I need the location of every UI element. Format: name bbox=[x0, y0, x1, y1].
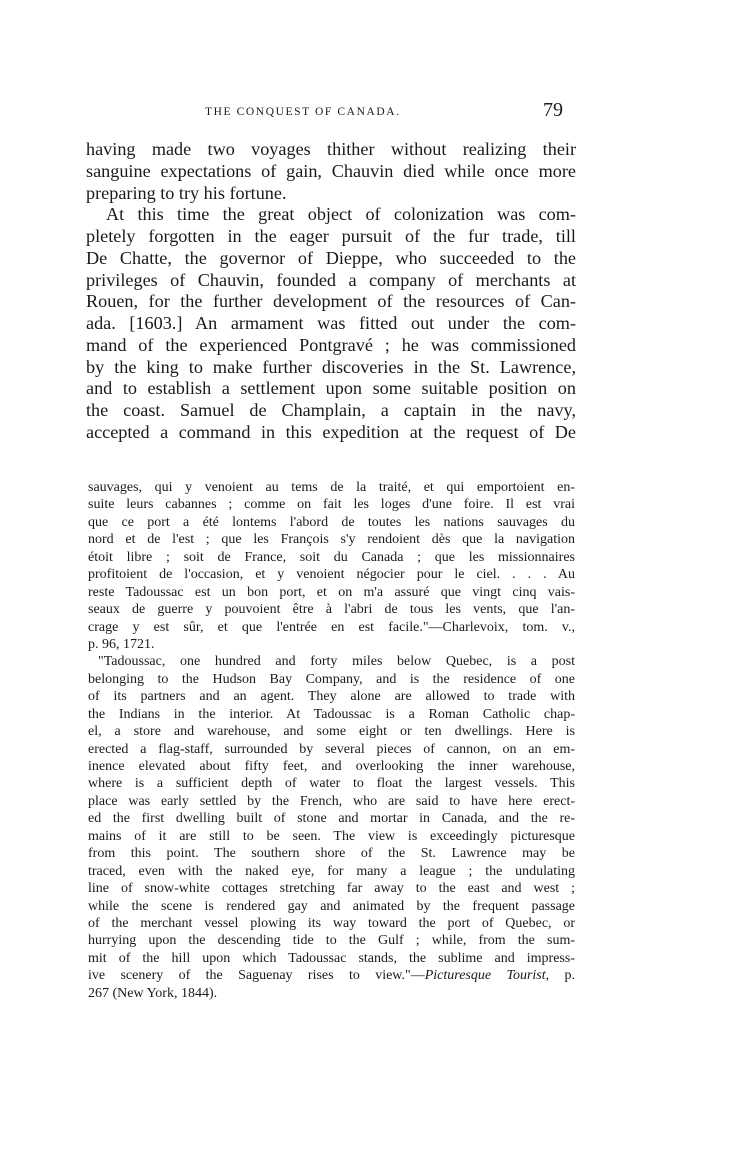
citation-prefix: ive scenery of the Saguenay rises to view."— bbox=[88, 968, 425, 984]
footnote-line: sauvages, qui y venoient au tems de la traité, et qui emportoient en- bbox=[88, 480, 575, 495]
footnote-line: of its partners and an agent. They alone are allowed to trade with bbox=[88, 689, 575, 705]
footnote-line: from this point. The southern shore of the St. Lawrence may be bbox=[88, 846, 575, 862]
footnote-line: el, a store and warehouse, and some eight or ten dwellings. Here is bbox=[88, 724, 575, 740]
page-number: 79 bbox=[543, 99, 563, 121]
footnote-line: hurrying upon the descending tide to the Gulf ; while, from the sum- bbox=[88, 933, 575, 949]
footnotes bbox=[88, 479, 575, 1002]
footnote-line: seaux de guerre y pouvoient être à l'abri de tous les vents, que l'an- bbox=[88, 602, 575, 618]
body-line: by the king to make further discoveries in the St. Lawrence, bbox=[86, 356, 576, 377]
footnote-line: place was early settled by the French, who are said to have here erect- bbox=[88, 793, 575, 809]
footnote-line: profitoient de l'occasion, et y venoient négocier pour le ciel. . . . Au bbox=[88, 567, 575, 583]
footnote-line: "Tadoussac, one hundred and forty miles below Quebec, is a post bbox=[98, 654, 575, 670]
body-line: the coast. Samuel de Champlain, a captain in the navy, bbox=[86, 400, 576, 420]
body-line: privileges of Chauvin, founded a company of merchants at bbox=[86, 269, 576, 290]
footnote-line-citation bbox=[88, 967, 575, 984]
footnote-line: étoit libre ; soit de France, soit du Canada ; que les missionnaires bbox=[88, 549, 575, 565]
body-line: ada. [1603.] An armament was fitted out under the com- bbox=[86, 313, 576, 333]
body-line: preparing to try his fortune. bbox=[86, 182, 287, 203]
footnote-line: where is a sufficient depth of water to float the largest vessels. This bbox=[88, 776, 575, 792]
citation-title: Picturesque Tourist, bbox=[424, 968, 550, 984]
body-line: and to establish a settlement upon some suitable position on bbox=[86, 378, 576, 399]
footnote-line: erected a flag-staff, surrounded by several pieces of cannon, on an em- bbox=[88, 741, 575, 757]
footnote-line: p. 96, 1721. bbox=[88, 636, 155, 652]
footnote-line: mains of it are still to be seen. The view is exceedingly picturesque bbox=[88, 828, 575, 844]
footnote-line: mit of the hill upon which Tadoussac stands, the sublime and impress- bbox=[88, 950, 575, 966]
body-line: At this time the great object of colonization was com- bbox=[106, 204, 576, 225]
footnote-line: traced, even with the naked eye, for many a league ; the undulating bbox=[88, 863, 575, 879]
footnote-line: the Indians in the interior. At Tadoussac is a Roman Catholic chap- bbox=[88, 706, 575, 722]
footnote-line: inence elevated about fifty feet, and overlooking the inner warehouse, bbox=[88, 759, 575, 774]
body-line: pletely forgotten in the eager pursuit of the fur trade, till bbox=[86, 226, 576, 246]
footnote-line: que ce port a été lontems l'abord de toutes les nations sauvages du bbox=[88, 514, 575, 530]
footnote-line: line of snow-white cottages stretching far away to the east and west ; bbox=[88, 881, 575, 897]
footnote-line: belonging to the Hudson Bay Company, and is the residence of one bbox=[88, 671, 575, 687]
footnote-line: while the scene is rendered gay and animated by the frequent passage bbox=[88, 898, 575, 914]
body-line: Rouen, for the further development of the resources of Can- bbox=[86, 291, 576, 312]
footnote-closing-line: 267 (New York, 1844). bbox=[88, 985, 218, 1001]
body-line: having made two voyages thither without realizing their bbox=[86, 139, 576, 159]
citation-suffix: p. bbox=[549, 968, 576, 984]
footnote-line: crage y est sûr, et que l'entrée en est facile."—Charlevoix, tom. v., bbox=[88, 619, 575, 635]
footnote-line: nord et de l'est ; que les François s'y rendoient dès que la navigation bbox=[88, 532, 575, 548]
footnote-line: of the merchant vessel plowing its way toward the port of Quebec, or bbox=[88, 915, 575, 931]
footnote-line: reste Tadoussac est un bon port, et on m'a assuré que vingt cinq vais- bbox=[88, 584, 575, 600]
body-line: mand of the experienced Pontgravé ; he was commissioned bbox=[86, 334, 576, 355]
running-title: THE CONQUEST OF CANADA. bbox=[205, 106, 401, 118]
main-text bbox=[86, 139, 576, 444]
footnote-line: ed the first dwelling built of stone and mortar in Canada, and the re- bbox=[88, 811, 575, 827]
body-line: accepted a command in this expedition at the request of De bbox=[86, 421, 576, 442]
body-line: De Chatte, the governor of Dieppe, who succeeded to the bbox=[86, 247, 576, 268]
body-line: sanguine expectations of gain, Chauvin died while once more bbox=[86, 160, 576, 181]
footnote-line: suite leurs cabannes ; comme on fait les loges d'une foire. Il est vrai bbox=[88, 497, 575, 513]
